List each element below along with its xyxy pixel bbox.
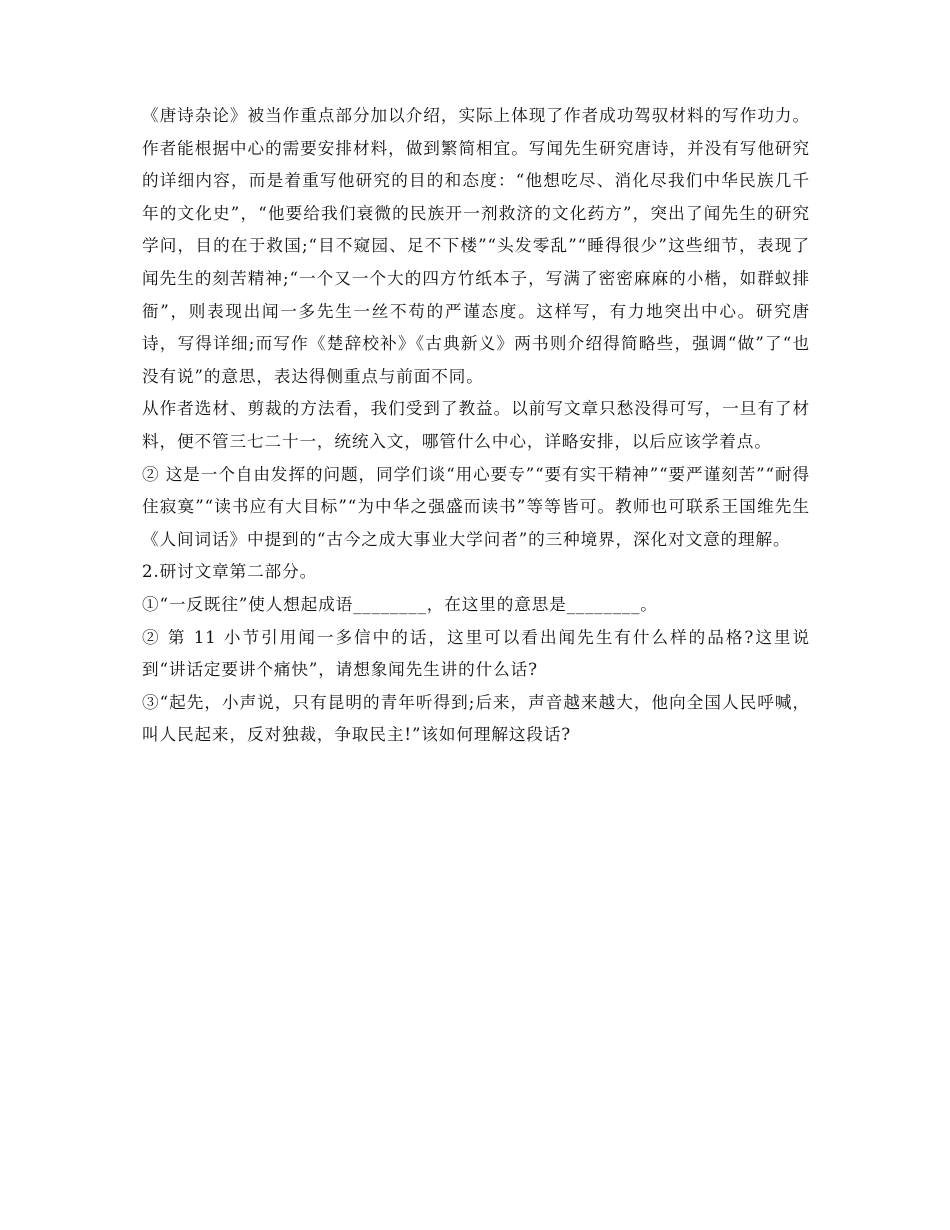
paragraph-tangshi-analysis: 《唐诗杂论》被当作重点部分加以介绍，实际上体现了作者成功驾驭材料的写作功力。作者能根据中心的需要安排材料，做到繁简相宜。写闻先生研究唐诗，并没有写他研究的详细内容，而是着重写他研究的目的和态度：“他想吃尽、消化尽我们中华民族几千年的文化史”，“他要给我们衰微的民族开一剂救济的文化药方”，突出了闻先生的研究学问，目的在于救国;“目不窥园、足不下楼”“头发零乱”“睡得很少”这些细节，表现了闻先生的刻苦精神;“一个又一个大的四方竹纸本子，写满了密密麻麻的小楷，如群蚁排衙”，则表现出闻一多先生一丝不苟的严谨态度。这样写，有力地突出中心。研究唐诗，写得详细;而写作《楚辞校补》《古典新义》两书则介绍得简略些，强调“做”了“也没有说”的意思，表达得侧重点与前面不同。	[142, 106, 810, 386]
document-body	[142, 100, 810, 752]
question-2: ② 第 11 小节引用闻一多信中的话，这里可以看出闻先生有什么样的品格?这里说到“讲话定要讲个痛快”，请想象闻先生讲的什么话?	[142, 627, 810, 680]
paragraph-answer-2: ② 这是一个自由发挥的问题，同学们谈“用心要专”“要有实干精神”“要严谨刻苦”“耐得住寂寞”“读书应有大目标”“为中华之强盛而读书”等等皆可。教师也可联系王国维先生《人间词话》中提到的“古今之成大事业大学问者”的三种境界，深化对文意的理解。	[142, 464, 810, 549]
paragraph-lesson-learned: 从作者选材、剪裁的方法看，我们受到了教益。以前写文章只愁没得可写，一旦有了材料，便不管三七二十一，统统入文，哪管什么中心，详略安排，以后应该学着点。	[142, 399, 810, 451]
section-heading-part-two: 2.研讨文章第二部分。	[142, 562, 318, 582]
question-3: ③“起先，小声说，只有昆明的青年听得到;后来，声音越来越大，他向全国人民呼喊，叫人民起来，反对独裁，争取民主!”该如何理解这段话?	[142, 692, 810, 745]
question-1: ①“一反既往”使人想起成语________，在这里的意思是________。	[142, 594, 658, 614]
